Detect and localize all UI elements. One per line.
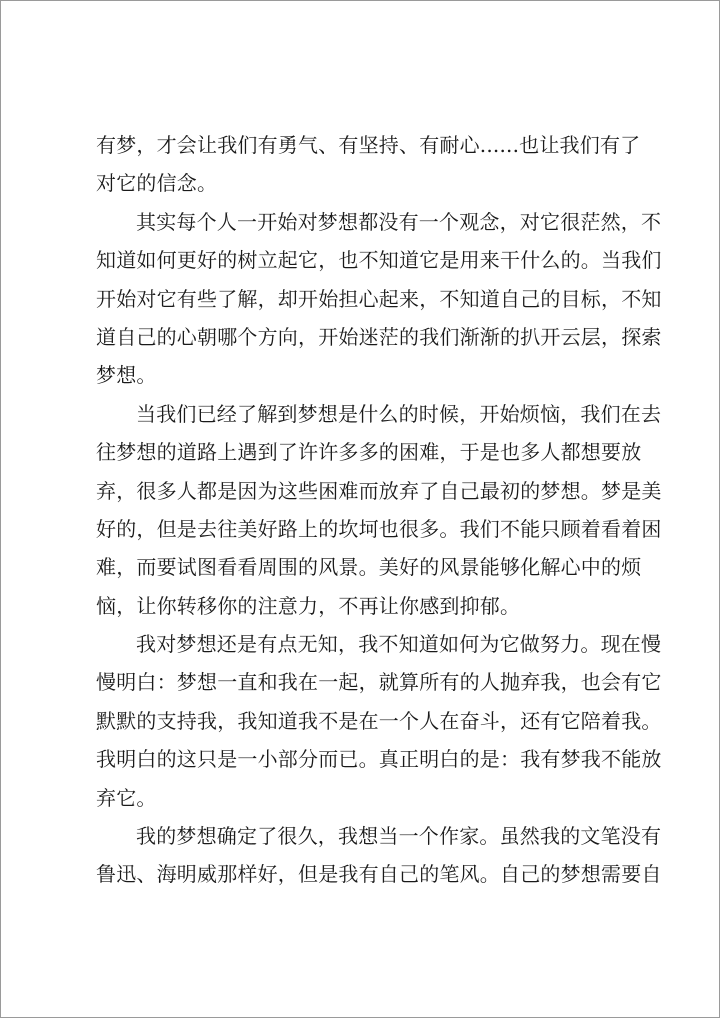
text-line: 默默的支持我，我知道我不是在一个人在奋斗，还有它陪着我。: [96, 708, 662, 733]
text-line: 对它的信念。: [96, 171, 218, 196]
text-line: 开始对它有些了解，却开始担心起来，不知道自己的目标，不知: [96, 286, 662, 311]
text-line: 恼，让你转移你的注意力，不再让你感到抑郁。: [96, 593, 521, 618]
paragraph-first-line: 我的梦想确定了很久，我想当一个作家。虽然我的文笔没有: [136, 824, 662, 849]
text-line: 慢明白：梦想一直和我在一起，就算所有的人抛弃我，也会有它: [96, 670, 662, 695]
text-line: 有梦，才会让我们有勇气、有坚持、有耐心......也让我们有了: [96, 133, 641, 157]
text-line: 好的，但是去往美好路上的坎坷也很多。我们不能只顾着看着困: [96, 516, 662, 541]
paragraph-first-line: 其实每个人一开始对梦想都没有一个观念，对它很茫然，不: [136, 209, 662, 234]
text-line: 难，而要试图看看周围的风景。美好的风景能够化解心中的烦: [96, 555, 642, 580]
paragraph-first-line: 我对梦想还是有点无知，我不知道如何为它做努力。现在慢: [136, 632, 662, 657]
text-line: 梦想。: [96, 363, 157, 388]
text-line: 鲁迅、海明威那样好，但是我有自己的笔风。自己的梦想需要自: [96, 862, 662, 887]
text-line: 我明白的这只是一小部分而已。真正明白的是：我有梦我不能放: [96, 747, 662, 772]
text-line: 弃，很多人都是因为这些困难而放弃了自己最初的梦想。梦是美: [96, 478, 662, 503]
text-line: 弃它。: [96, 785, 157, 810]
text-line: 往梦想的道路上遇到了许许多多的困难，于是也多人都想要放: [96, 440, 642, 465]
paragraph-first-line: 当我们已经了解到梦想是什么的时候，开始烦恼，我们在去: [136, 401, 662, 426]
text-line: 知道如何更好的树立起它，也不知道它是用来干什么的。当我们: [96, 248, 662, 273]
text-line: 道自己的心朝哪个方向，开始迷茫的我们渐渐的扒开云层，探索: [96, 324, 662, 349]
document-body: [96, 126, 662, 894]
